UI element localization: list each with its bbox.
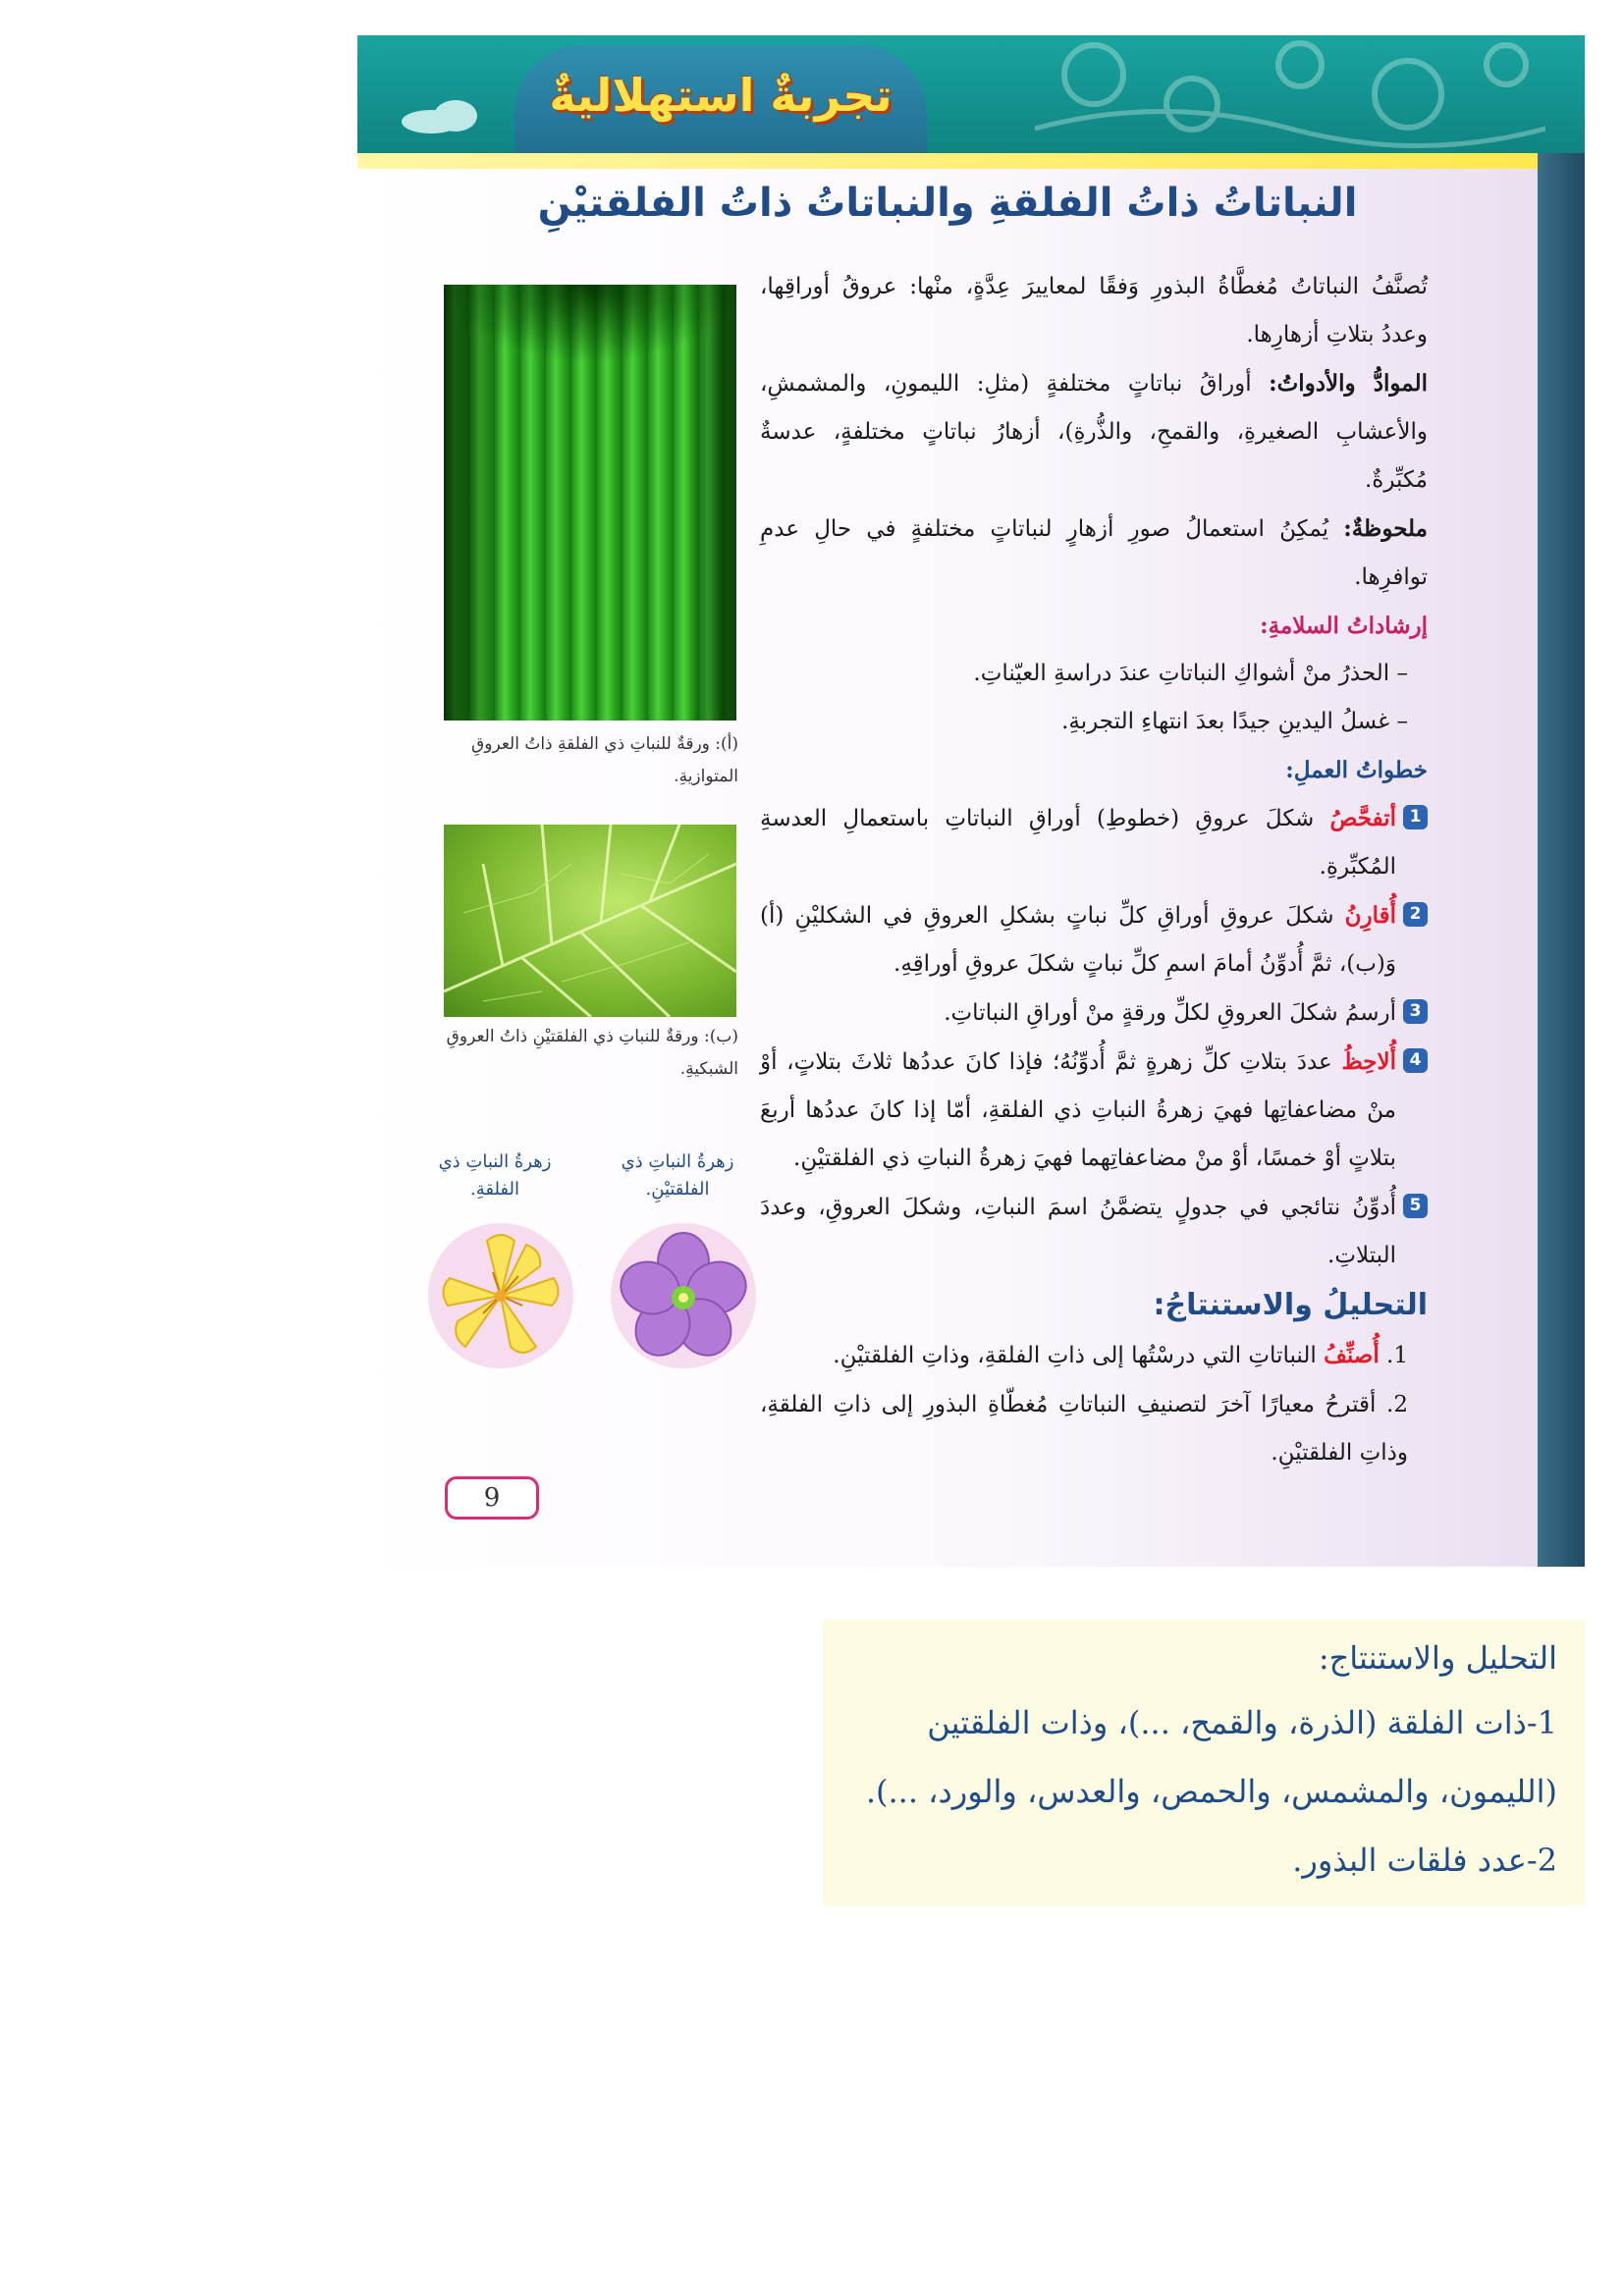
materials-label: الموادُّ والأدواتُ: [1269,370,1429,397]
step-text: أرسمُ شكلَ العروقِ لكلِّ ورقةٍ منْ أوراقِ النباتاتِ. [944,1000,1396,1026]
step-verb: أُقارِنُ [1344,902,1396,929]
cell-pattern-decoration [1035,35,1545,153]
intro-paragraph: تُصنَّفُ النباتاتُ مُغطَّاةُ البذورِ وَفقًا لمعاييرَ عِدَّةٍ، منْها: عروقُ أوراقِها، وعددُ بتلاتِ أزهارِها. [760,274,1428,347]
step-item [760,988,1428,1038]
lesson-body [760,263,1428,1477]
step-item [760,794,1428,891]
answer-line-1: 1-ذات الفلقة (الذرة، والقمح، ...)، وذات الفلقتين [927,1704,1557,1741]
step-item [760,1038,1428,1183]
answer-line-3: 2-عدد فلقات البذور. [1292,1842,1557,1879]
leaf-veins-graphic [444,825,736,1017]
textbook-page [357,35,1585,1567]
dicot-flower-label: زهرةُ النباتِ ذي الفلقتيْنِ. [621,1151,734,1200]
analysis-prefix: 2. [1376,1392,1408,1417]
analysis-item [760,1331,1428,1380]
banner-title: تجربةٌ استهلاليةٌ [549,69,893,122]
five-petal-flower-icon [611,1223,756,1368]
note-label: ملحوظةٌ: [1343,515,1428,542]
note-text: يُمكِنُ استعمالُ صورِ أزهارٍ لنباتاتٍ مختلفةٍ في حالِ عدمِ توافرِها. [760,516,1428,590]
dicot-leaf-photo [444,825,736,1017]
dicot-flower [611,1223,756,1368]
analysis-title: التحليلُ والاستنتاجُ: [1153,1288,1428,1322]
analysis-item [760,1380,1428,1477]
note-paragraph [760,505,1428,602]
analysis-text: النباتاتِ التي درسْتُها إلى ذاتِ الفلقةِ، وذاتِ الفلقتيْنِ. [833,1343,1325,1368]
step-item [760,891,1428,988]
answer-box [823,1620,1585,1906]
header-strip [357,153,1538,169]
step-number: 2 [1403,902,1428,927]
safety-item: – غسلُ اليدينِ جيدًا بعدَ انتهاءِ التجربةِ. [1061,709,1408,734]
monocot-flower [428,1223,573,1368]
step-text: شكلَ عروقِ (خطوطِ) أوراقِ النباتاتِ باستعمالِ العدسةِ المُكبِّرةِ. [760,806,1396,880]
page-edge [1538,153,1585,1567]
lesson-title: النباتاتُ ذاتُ الفلقةِ والنباتاتُ ذاتُ الفلقتيْنِ [537,181,1358,226]
caption-b: (ب): ورقةٌ للنباتِ ذي الفلقتيْنِ ذاتُ العروقِ الشبكيةِ. [446,1027,738,1079]
step-number: 3 [1403,999,1428,1024]
answer-title: التحليل والاستنتاج: [1318,1639,1557,1677]
step-text: عددَ بتلاتِ كلِّ زهرةٍ ثمَّ أُدوِّنُهُ؛ فإذا كانَ عددُها ثلاثَ بتلاتٍ، أوْ منْ مضاعفاتِها فهيَ زهرةُ النباتِ ذي الفلقةِ، أمّا إذا كانَ عددُها أربعَ بتلاتٍ أوْ خمسًا، أوْ منْ مضاعفاتِهما فهيَ زهرةُ النباتِ ذي الفلقتيْنِ. [760,1049,1396,1171]
monocot-flower-label: زهرةُ النباتِ ذي الفلقةِ. [438,1151,552,1200]
answer-line-2: (الليمون، والمشمس، والحمص، والعدس، والورد، ...). [865,1773,1557,1810]
step-number: 1 [1403,805,1428,829]
analysis-prefix: 1. [1379,1343,1408,1368]
step-verb: أتفحَّصُ [1329,805,1396,831]
six-petal-lily-icon [428,1223,573,1368]
analysis-verb: أُصنِّفُ [1324,1342,1380,1368]
step-text: شكلَ عروقِ أوراقِ كلِّ نباتٍ بشكلِ العروقِ في الشكليْنِ (أ) وَ(ب)، ثمَّ أُدوِّنُ أمامَ اسمِ كلِّ نباتٍ شكلَ عروقِ أوراقِهِ. [760,903,1396,977]
materials-text: أوراقُ نباتاتٍ مختلفةٍ (مثلِ: الليمونِ، والمشمشِ، والأعشابِ الصغيرةِ، والقمحِ، والذُّرةِ)، أزهارُ نباتاتٍ مختلفةٍ، عدسةٌ مُكبِّرةٌ. [760,371,1428,493]
step-text: أُدوِّنُ نتائجي في جدولٍ يتضمَّنُ اسمَ النباتِ، وشكلَ العروقِ، وعددَ البتلاتِ. [760,1195,1396,1268]
step-verb: أُلاحِظُ [1341,1048,1396,1075]
cloud-icon [397,94,495,133]
step-number: 5 [1403,1194,1428,1218]
safety-title: إرشاداتُ السلامةِ: [1260,613,1428,639]
steps-title: خطواتُ العملِ: [1285,757,1428,783]
step-number: 4 [1403,1048,1428,1073]
caption-a: (أ): ورقةٌ للنباتِ ذي الفلقةِ ذاتُ العروقِ المتوازيةِ. [471,734,738,786]
page-number: 9 [445,1476,539,1520]
step-item [760,1183,1428,1280]
analysis-text: أقترحُ معيارًا آخرَ لتصنيفِ النباتاتِ مُغطّاةِ البذورِ إلى ذاتِ الفلقةِ، وذاتِ الفلقتيْنِ. [760,1392,1408,1466]
safety-item: – الحذرُ منْ أشواكِ النباتاتِ عندَ دراسةِ العيّناتِ. [973,661,1408,686]
materials-paragraph [760,359,1428,505]
monocot-leaf-photo [444,285,736,721]
